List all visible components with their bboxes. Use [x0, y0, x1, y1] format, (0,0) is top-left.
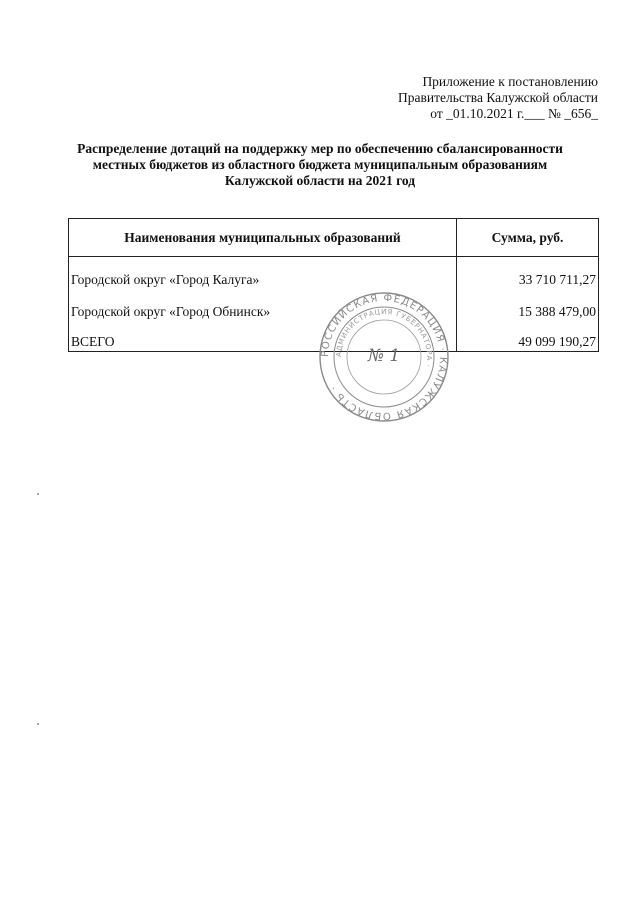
document-title [60, 141, 580, 189]
appendix-line-3: от _01.10.2021 г.___ № _656_ [430, 106, 598, 121]
municipality-name: Городской округ «Город Калуга» [69, 257, 457, 290]
stamp-outer-text: РОССИЙСКАЯ ФЕДЕРАЦИЯ · КАЛУЖСКАЯ ОБЛАСТЬ · [319, 292, 449, 422]
title-line-3: Калужской области на 2021 год [224, 173, 416, 188]
municipality-name: Городской округ «Город Обнинск» [69, 289, 457, 321]
stamp-inner-text: АДМИНИСТРАЦИЯ ГУБЕРНАТОРА · [334, 307, 434, 369]
table-row [69, 257, 599, 290]
table-header-row [69, 219, 599, 257]
subsidy-amount: 33 710 711,27 [457, 257, 599, 290]
total-label: ВСЕГО [69, 321, 457, 352]
official-seal-stamp [318, 291, 450, 423]
scan-speck [37, 723, 39, 725]
subsidy-amount: 15 388 479,00 [457, 289, 599, 321]
column-header-amount: Сумма, руб. [457, 219, 599, 257]
total-amount: 49 099 190,27 [457, 321, 599, 352]
title-line-1: Распределение дотаций на поддержку мер по обеспечению сбалансированности [77, 141, 563, 156]
scan-speck [37, 493, 39, 495]
stamp-number: № 1 [367, 346, 401, 366]
column-header-name: Наименования муниципальных образований [69, 219, 457, 257]
appendix-line-1: Приложение к постановлению [422, 74, 598, 89]
appendix-line-2: Правительства Калужской области [397, 90, 598, 105]
appendix-reference [398, 74, 598, 122]
title-line-2: местных бюджетов из областного бюджета муниципальным образованиям [92, 157, 548, 172]
